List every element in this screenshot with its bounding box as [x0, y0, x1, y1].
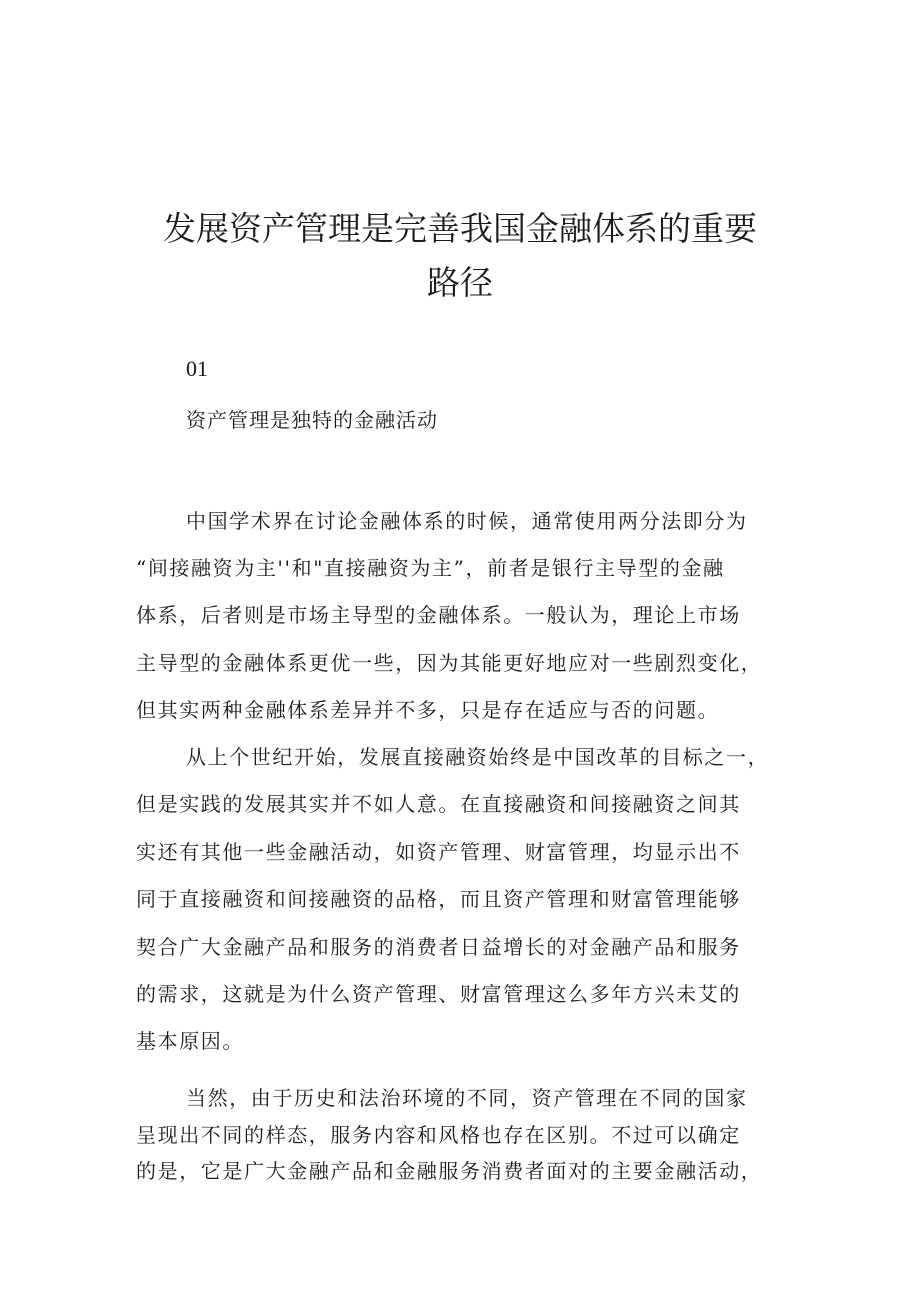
paragraph-line: 但是实践的发展其实并不如人意。在直接融资和间接融资之间其	[136, 792, 741, 817]
paragraph-3	[136, 1080, 806, 1190]
paragraph-line: 体系，后者则是市场主导型的金融体系。一般认为，理论上市场	[136, 603, 741, 628]
paragraph-line: 中国学术界在讨论金融体系的时候，通常使用两分法即分为	[186, 509, 748, 533]
paragraph-line: 契合广大金融产品和服务的消费者日益增长的对金融产品和服务	[136, 934, 741, 959]
paragraph-line: 从上个世纪开始，发展直接融资始终是中国改革的目标之一，	[186, 745, 770, 769]
paragraph-2	[136, 734, 806, 1066]
section-number: 01	[186, 356, 208, 381]
paragraph-line: 的是，它是广大金融产品和金融服务消费者面对的主要金融活动，	[136, 1159, 763, 1183]
paragraph-line: 主导型的金融体系更优一些，因为其能更好地应对一些剧烈变化，	[136, 650, 763, 675]
paragraph-line: 实还有其他一些金融活动，如资产管理、财富管理，均显示出不	[136, 839, 741, 864]
paragraph-1	[136, 498, 806, 734]
document-title	[120, 202, 800, 310]
paragraph-line: “间接融资为主''和"直接融资为主”，前者是银行主导型的金融	[136, 556, 725, 581]
paragraph-line: 呈现出不同的样态，服务内容和风格也存在区别。不过可以确定	[136, 1122, 741, 1147]
paragraph-line: 当然，由于历史和法治环境的不同，资产管理在不同的国家	[186, 1086, 748, 1110]
paragraph-line: 但其实两种金融体系差异并不多，只是存在适应与否的问题。	[136, 697, 720, 722]
paragraph-line: 基本原因。	[136, 1029, 244, 1054]
title-line-1: 发展资产管理是完善我国金融体系的重要	[163, 209, 757, 248]
title-line-2: 路径	[427, 263, 493, 302]
paragraph-line: 同于直接融资和间接融资的品格，而且资产管理和财富管理能够	[136, 887, 741, 912]
section-heading: 资产管理是独特的金融活动	[186, 408, 438, 432]
paragraph-line: 的需求，这就是为什么资产管理、财富管理这么多年方兴未艾的	[136, 982, 741, 1007]
